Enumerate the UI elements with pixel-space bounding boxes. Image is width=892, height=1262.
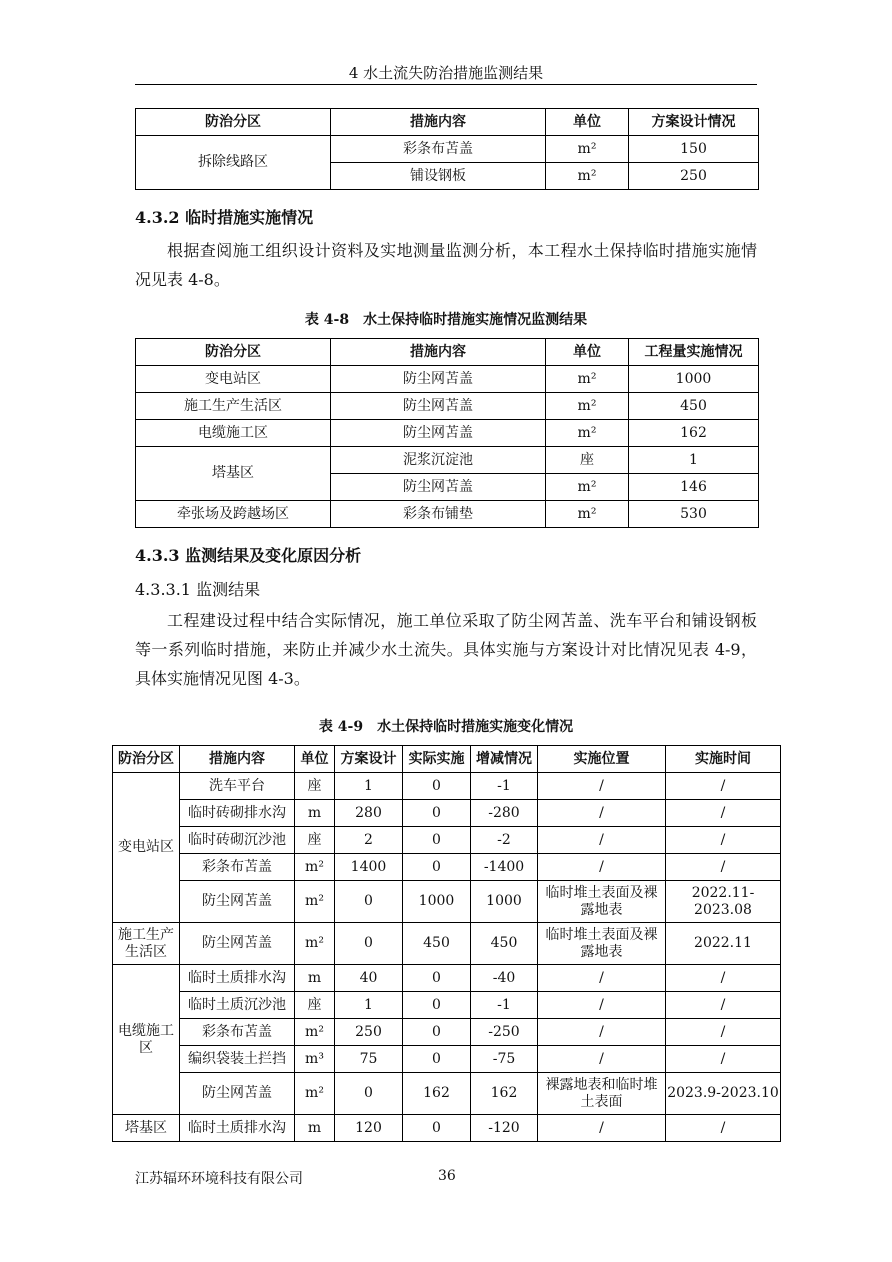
zone-cell: 电缆施工区: [113, 965, 180, 1115]
table-row: 临时砖砌沉沙池 座 2 0 -2 / /: [113, 827, 781, 854]
table-row: 牵张场及跨越场区 彩条布铺垫 m² 530: [136, 501, 759, 528]
table-row: 铺设钢板 m² 250: [136, 163, 759, 190]
zone-cell: 施工生产生活区: [113, 923, 180, 965]
table-row: 临时砖砌排水沟 m 280 0 -280 / /: [113, 800, 781, 827]
running-header: 4 水土流失防治措施监测结果: [348, 64, 544, 82]
table-header-row: 防治分区 措施内容 单位 方案设计 实际实施 增减情况 实施位置 实施时间: [113, 746, 781, 773]
section-heading-4-3-2: 4.3.2 临时措施实施情况: [135, 208, 314, 227]
table-row: 彩条布苫盖 m² 1400 0 -1400 / /: [113, 854, 781, 881]
footer-company: 江苏辐环环境科技有限公司: [135, 1171, 303, 1187]
table-demolition-line: [135, 108, 759, 190]
table-row: 变电站区 防尘网苫盖 m² 1000: [136, 366, 759, 393]
table-4-8-caption: 表 4-8 水土保持临时措施实施情况监测结果: [304, 312, 588, 328]
table-row: 彩条布苫盖 m² 250 0 -250 / /: [113, 1019, 781, 1046]
table-row: 拆除线路区 彩条布苫盖 m² 150: [136, 136, 759, 163]
table-header-row: 防治分区 措施内容 单位 工程量实施情况: [136, 339, 759, 366]
section-heading-4-3-3: 4.3.3 监测结果及变化原因分析: [135, 546, 362, 565]
zone-cell: 塔基区: [113, 1115, 180, 1142]
zone-cell: 塔基区: [136, 447, 331, 501]
table-row: 防尘网苫盖 m² 0 162 162 裸露地表和临时堆土表面 2023.9-2023.10: [113, 1073, 781, 1115]
zone-cell: 变电站区: [113, 773, 180, 923]
table-4-9-caption: 表 4-9 水土保持临时措施实施变化情况: [318, 719, 574, 735]
paragraph-4-3-2: 根据查阅施工组织设计资料及实地测量监测分析，本工程水土保持临时措施实施情况见表 4-8。: [135, 241, 757, 289]
table-row: 防尘网苫盖 m² 146: [136, 474, 759, 501]
table-row: 塔基区 泥浆沉淀池 座 1: [136, 447, 759, 474]
table-4-9: [112, 745, 781, 1142]
table-row: 塔基区 临时土质排水沟 m 120 0 -120 / /: [113, 1115, 781, 1142]
paragraph-4-3-3-1: 工程建设过程中结合实际情况，施工单位采取了防尘网苫盖、洗车平台和铺设钢板等一系列临时措施，来防止并减少水土流失。具体实施与方案设计对比情况见表 4-9，具体实施情况见图 4-3。: [135, 611, 757, 688]
table-row: 电缆施工区 防尘网苫盖 m² 162: [136, 420, 759, 447]
table-row: 防尘网苫盖 m² 0 1000 1000 临时堆土表面及裸露地表 2022.11-2023.08: [113, 881, 781, 923]
sub-heading-4-3-3-1: 4.3.3.1 监测结果: [135, 580, 261, 599]
table-row: 施工生产生活区 防尘网苫盖 m² 450: [136, 393, 759, 420]
zone-cell: 拆除线路区: [136, 136, 331, 190]
table-header-row: 防治分区 措施内容 单位 方案设计情况: [136, 109, 759, 136]
table-row: 电缆施工区 临时土质排水沟 m 40 0 -40 / /: [113, 965, 781, 992]
table-4-8: [135, 338, 759, 528]
table-row: 编织袋装土拦挡 m³ 75 0 -75 / /: [113, 1046, 781, 1073]
header-rule: [135, 84, 757, 85]
table-row: 临时土质沉沙池 座 1 0 -1 / /: [113, 992, 781, 1019]
table-row: 施工生产生活区 防尘网苫盖 m² 0 450 450 临时堆土表面及裸露地表 2022.11: [113, 923, 781, 965]
table-row: 变电站区 洗车平台 座 1 0 -1 / /: [113, 773, 781, 800]
page-number: 36: [438, 1168, 456, 1184]
